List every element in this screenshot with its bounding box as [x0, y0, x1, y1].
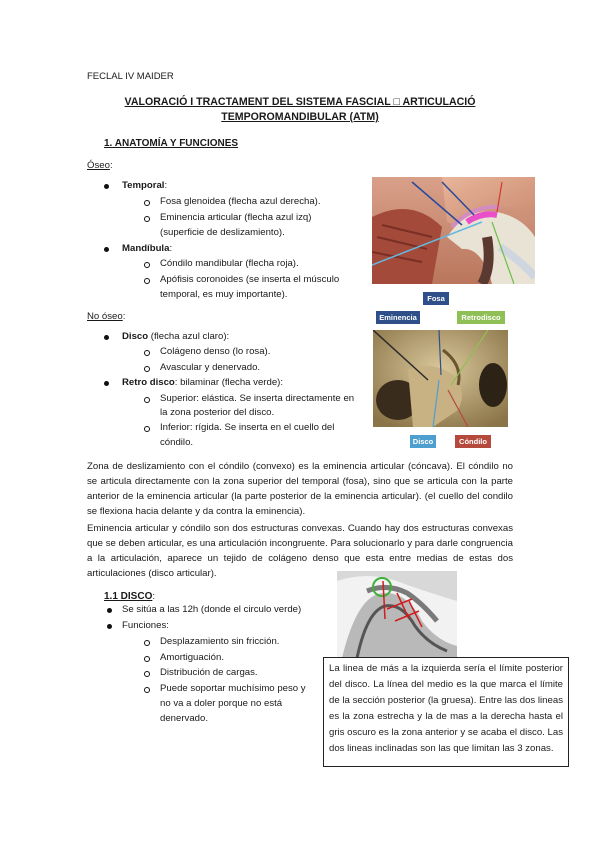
subbullet: [144, 262, 150, 268]
funcion-1: Desplazamiento sin fricción.: [160, 636, 280, 647]
bullet-mandibula: [104, 247, 109, 252]
retro-item-2: la zona posterior del disco.: [160, 407, 275, 418]
retro-item-4: cóndilo.: [160, 437, 194, 448]
label-disco: Disco: [409, 434, 437, 449]
mandibula-item-2: Apófisis coronoides (se inserta el músculo: [160, 274, 340, 285]
disco-item-1: Colágeno denso (lo rosa).: [160, 346, 271, 357]
section-heading-disco: 1.1 DISCO:: [104, 591, 156, 602]
subbullet: [144, 366, 150, 372]
label-condilo: Cóndilo: [454, 434, 492, 449]
label-eminencia: Eminencia: [375, 310, 421, 325]
funcion-4b: no va a doler porque no está: [160, 698, 283, 709]
temporal-label: Temporal:: [122, 180, 168, 191]
bullet: [107, 608, 112, 613]
subbullet: [144, 687, 150, 693]
temporal-item-2: Eminencia articular (flecha azul izq): [160, 212, 312, 223]
label-retrodisco: Retrodisco: [456, 310, 506, 325]
paragraph-disco-articular: Eminencia articular y cóndilo son dos estructuras convexas. Cuando hay dos estructuras convexas que se deben articular, es una articulación incongruente. Para solucionarlo y para darle congruencia a la articulación, aparece un tejido de colágeno denso que esta entre medias de estas dos articulaciones (disco articular).: [87, 523, 513, 579]
tmj-anatomy-illustration: [372, 177, 535, 284]
mandibula-item-3: temporal, es muy importante).: [160, 289, 288, 300]
disc-zones-diagram: [337, 571, 457, 658]
disco-position: Se sitúa a las 12h (donde el circulo verde): [122, 604, 302, 615]
mandibula-item-1: Cóndilo mandibular (flecha roja).: [160, 258, 299, 269]
course-header: FECLAL IV MAIDER: [87, 71, 174, 82]
retro-label: Retro disco: bilaminar (flecha verde):: [122, 377, 284, 388]
funcion-4c: denervado.: [160, 713, 209, 724]
funcion-3: Distribución de cargas.: [160, 667, 258, 678]
subbullet: [144, 350, 150, 356]
label-fosa: Fosa: [422, 291, 450, 306]
oseo-label: Óseo:: [87, 160, 113, 171]
section-heading-anatomia: 1. ANATOMÍA Y FUNCIONES: [104, 138, 239, 149]
tmj-dissection-photo: [373, 330, 508, 427]
retro-item-1: Superior: elástica. Se inserta directamente en: [160, 393, 355, 404]
subbullet: [144, 216, 150, 222]
page-title-line2: TEMPOROMANDIBULAR (ATM): [221, 111, 379, 123]
funciones-label: Funciones:: [122, 620, 169, 631]
mandibula-label: Mandíbula:: [122, 243, 173, 254]
no-oseo-label: No óseo:: [87, 311, 126, 322]
funcion-2: Amortiguación.: [160, 652, 224, 663]
disco-label: Disco (flecha azul claro):: [122, 331, 230, 342]
bullet-temporal: [104, 184, 109, 189]
temporal-item-1: Fosa glenoidea (flecha azul derecha).: [160, 196, 321, 207]
funcion-4a: Puede soportar muchísimo peso y: [160, 683, 306, 694]
subbullet: [144, 640, 150, 646]
paragraph-deslizamiento: Zona de deslizamiento con el cóndilo (convexo) es la eminencia articular (cóncava). El cóndilo no se articula directamente con la zona superior del temporal (fosa), sino que se articula con la parte anterior de la eminencia articular (la parte posterior de la eminencia articular). (el cuello del condilo se flexiona hacia delante y da contra la eminencia).: [87, 461, 513, 517]
bullet-retro: [104, 381, 109, 386]
retro-item-3: Inferior: rígida. Se inserta en el cuello del: [160, 422, 335, 433]
disco-item-2: Avascular y denervado.: [160, 362, 261, 373]
disc-zones-caption: La linea de más a la izquierda sería el límite posterior del disco. La línea del medio es la que marca el límite de la sección posterior (la gruesa). Entre las dos lineas es la zona estrecha y la de mas a la derecha hasta el gris oscuro es la zona anterior y se acaba el disco. Las dos lineas inclinadas son las que limitan las 3 zonas.: [323, 657, 569, 767]
subbullet: [144, 200, 150, 206]
page-title-line1: VALORACIÓ I TRACTAMENT DEL SISTEMA FASCIAL □ ARTICULACIÓ: [124, 96, 476, 108]
subbullet: [144, 426, 150, 432]
subbullet: [144, 671, 150, 677]
subbullet: [144, 278, 150, 284]
bullet: [107, 624, 112, 629]
bullet-disco: [104, 335, 109, 340]
temporal-item-3: (superficie de deslizamiento).: [160, 227, 285, 238]
subbullet: [144, 397, 150, 403]
subbullet: [144, 656, 150, 662]
